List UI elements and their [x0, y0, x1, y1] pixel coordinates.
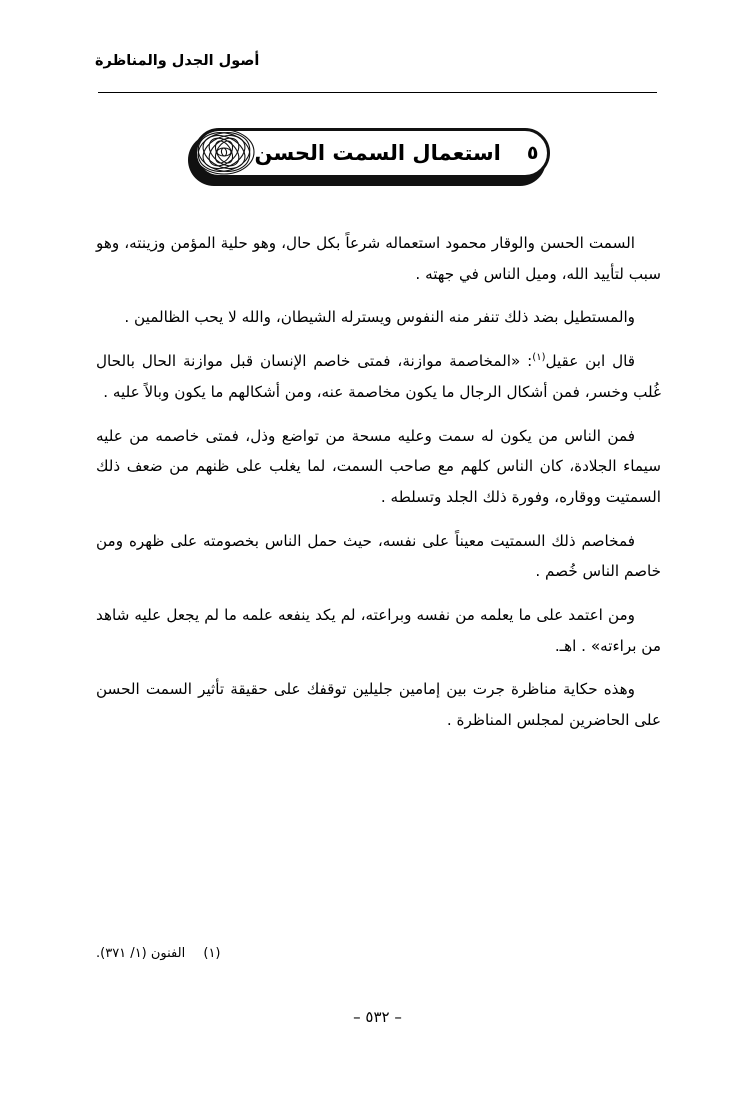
page-number: – ٥٣٢ –: [353, 1008, 402, 1026]
running-header: [95, 50, 660, 69]
section-title-block: [0, 126, 755, 204]
paragraph-with-footnote: [96, 346, 661, 407]
paragraph-lead: قال ابن عقيل: [545, 352, 635, 371]
paragraph-rest: : «المخاصمة موازنة، فمتى خاصم الإنسان قبل موازنة الحال بالحال غُلب وخسر، فمن أشكال الرجال ما يكون مخاصمة عنه، ومن أشكالهم ما يكون وبالاً عليه .: [96, 352, 661, 401]
footnote-entry: [96, 946, 221, 961]
header-divider: [98, 92, 657, 93]
paragraph: ومن اعتمد على ما يعلمه من نفسه وبراعته، لم يكد ينفعه علمه ما لم يجعل عليه شاهد من براءته» . اهـ.: [96, 606, 661, 655]
section-number: ٥: [526, 142, 539, 164]
section-title: استعمال السمت الحسن: [254, 140, 501, 165]
body-text: [96, 228, 661, 749]
paragraph: والمستطيل بضد ذلك تنفر منه النفوس ويسترله الشيطان، والله لا يحب الظالمين .: [124, 308, 635, 327]
paragraph: فمخاصم ذلك السمتيت معيناً على نفسه، حيث حمل الناس بخصومته على ظهره ومن خاصم الناس خُصم .: [96, 531, 661, 581]
footnote-marker: (١): [203, 946, 221, 961]
paragraph: السمت الحسن والوقار محمود استعماله شرعاً بكل حال، وهو حلية المؤمن وزينته، وهو سبب لتأييد الله، وميل الناس في جهته .: [96, 234, 661, 283]
paragraph: وهذه حكاية مناظرة جرت بين إمامين جليلين توقفك على حقيقة تأثير السمت الحسن على الحاضرين لمجلس المناظرة .: [96, 680, 661, 730]
paragraph: فمن الناس من يكون له سمت وعليه مسحة من تواضع وذل، فمتى خاصمه من عليه سيماء الجلادة، كان الناس كلهم مع صاحب السمت، لما يغلب على ظنهم من ضعف ذلك السمتيت ووقاره، وفورة ذلك الجلد وتسلطه .: [96, 426, 661, 506]
book-title: أصول الجدل والمناظرة: [95, 53, 260, 69]
footnote-area: [96, 946, 661, 961]
footnote-reference[interactable]: (١): [532, 352, 546, 364]
footnote-text: الفنون (١/ ٣٧١).: [96, 946, 186, 961]
guilloche-rosette-icon: [176, 116, 272, 188]
